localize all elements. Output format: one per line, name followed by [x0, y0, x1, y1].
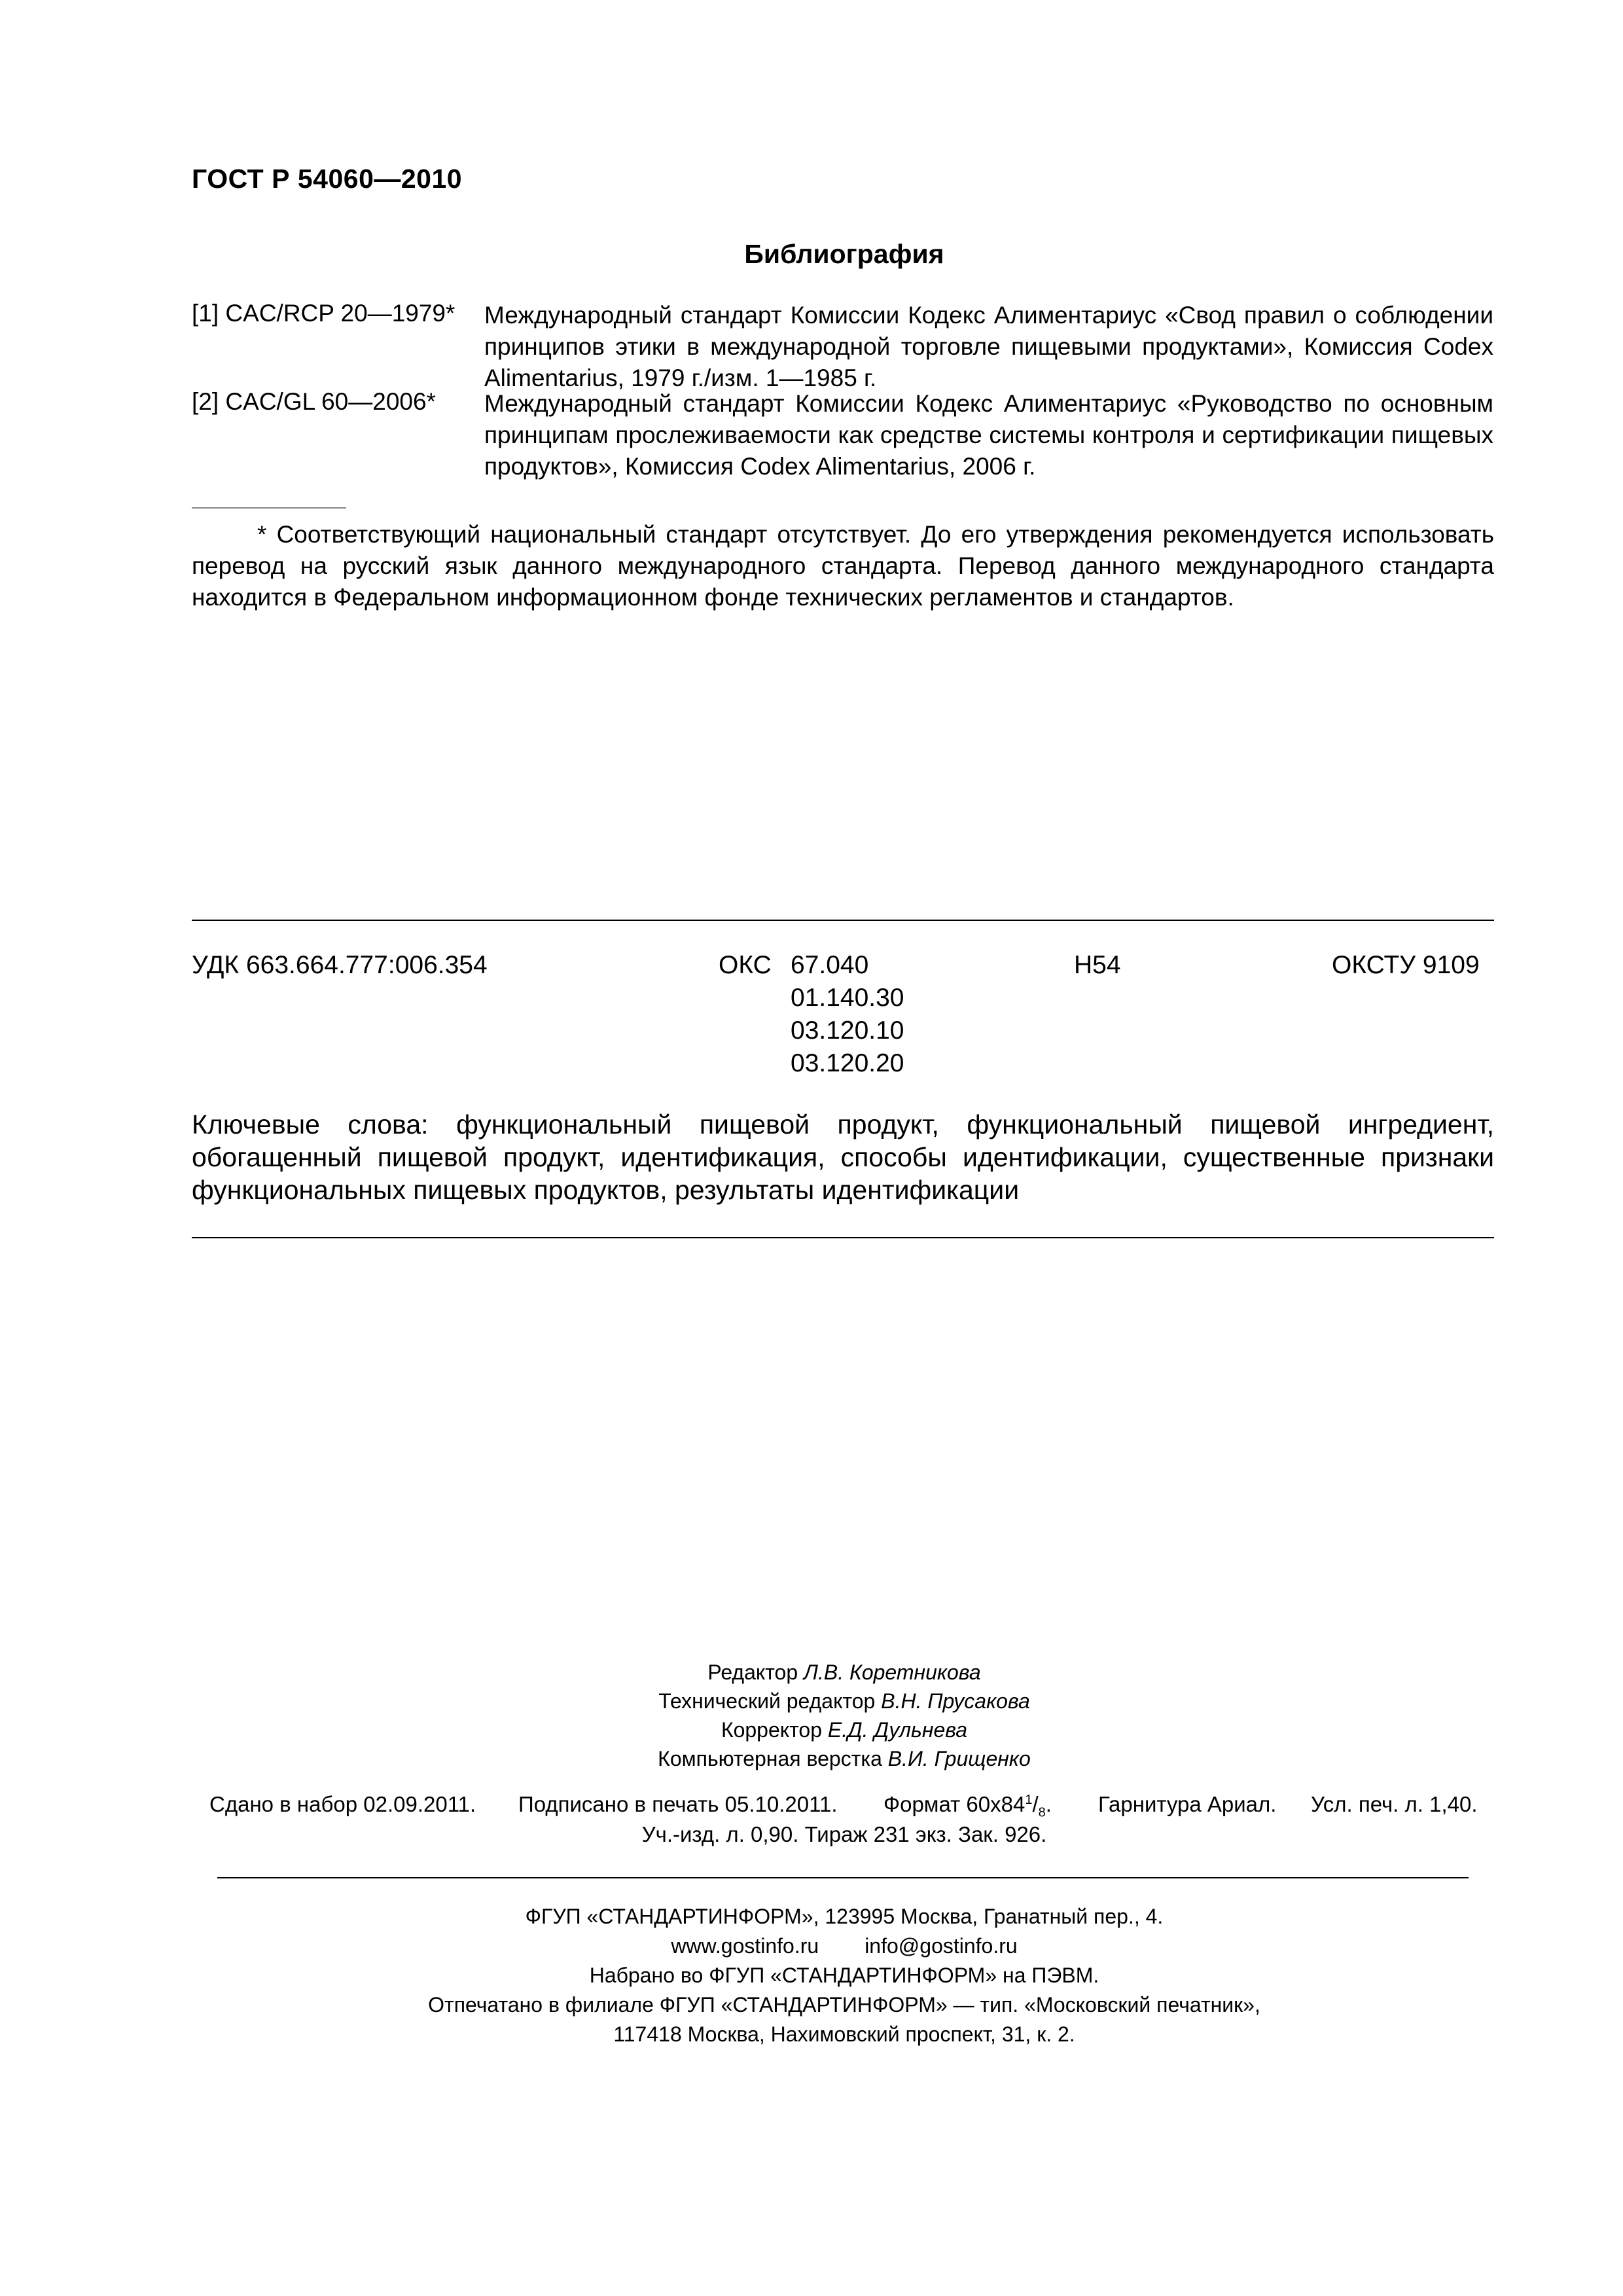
- staff-line: [0, 1658, 1623, 1687]
- publisher-address: ФГУП «СТАНДАРТИНФОРМ», 123995 Москва, Гранатный пер., 4.: [525, 1905, 1164, 1928]
- printed-note: Отпечатано в филиале ФГУП «СТАНДАРТИНФОРМ» — тип. «Московский печатник»,: [428, 1993, 1260, 2017]
- format-suffix: .: [1045, 1792, 1052, 1816]
- group-code: Н54: [1074, 951, 1121, 979]
- document-code: ГОСТ Р 54060—2010: [192, 164, 463, 194]
- oks-code: 03.120.10: [791, 1016, 904, 1045]
- reference-text-2: Международный стандарт Комиссии Кодекс Алиментариус «Руководство по основным принципам прослеживаемости как средстве системы контроля и сертификации пищевых продуктов», Комиссия Codex Alimentarius, 2006 г.: [484, 390, 1493, 480]
- staff-line: [0, 1744, 1623, 1773]
- publisher-rule: [217, 1877, 1469, 1878]
- typeface: Гарнитура Ариал.: [1098, 1792, 1277, 1816]
- printer-address: 117418 Москва, Нахимовский проспект, 31, к. 2.: [613, 2022, 1075, 2046]
- oks-label: ОКС: [719, 951, 772, 979]
- staff-line: [0, 1687, 1623, 1715]
- reference-number-1: [1] CAC/RCP 20—1979*: [192, 300, 455, 327]
- publisher-info: [0, 1902, 1623, 2049]
- keywords: Ключевые слова: функциональный пищевой продукт, функциональный пищевой ингредиент, обогащенный пищевой продукт, идентификация, способы идентификации, существенные признаки функциональных пищевых продуктов, результаты идентификации: [192, 1109, 1494, 1205]
- udk-code: УДК 663.664.777:006.354: [192, 951, 488, 979]
- publisher-contacts: [0, 1931, 1623, 1961]
- staff-role: Корректор: [721, 1718, 823, 1742]
- staff-name: Е.Д. Дульнева: [827, 1718, 968, 1742]
- classification-top-rule: [192, 920, 1494, 921]
- okstu-code: ОКСТУ 9109: [1332, 951, 1480, 979]
- format-prefix: Формат 60х84: [883, 1792, 1026, 1816]
- print-run-info: Уч.-изд. л. 0,90. Тираж 231 экз. Зак. 926.: [641, 1822, 1047, 1846]
- oks-codes: [791, 949, 904, 1080]
- publisher-email[interactable]: info@gostinfo.ru: [865, 1934, 1018, 1958]
- staff-role: Технический редактор: [658, 1689, 876, 1713]
- staff-name: Л.В. Коретникова: [804, 1660, 981, 1684]
- publisher-website[interactable]: www.gostinfo.ru: [671, 1934, 819, 1958]
- editorial-staff: [0, 1658, 1623, 1773]
- reference-number-2: [2] CAC/GL 60—2006*: [192, 388, 436, 415]
- signed-date: Подписано в печать 05.10.2011.: [518, 1792, 838, 1816]
- footnote-divider: [192, 507, 346, 509]
- format-numerator: 1: [1025, 1793, 1033, 1807]
- oks-code: 67.040: [791, 951, 869, 979]
- printed-sheets: Усл. печ. л. 1,40.: [1311, 1792, 1478, 1816]
- classification-bottom-rule: [192, 1237, 1494, 1238]
- reference-text-1: Международный стандарт Комиссии Кодекс Алиментариус «Свод правил о соблюдении принципов этики в международной торговле пищевыми продуктами», Комиссия Codex Alimentarius, 1979 г./изм. 1—1985 г.: [484, 302, 1493, 391]
- staff-name: В.И. Грищенко: [887, 1747, 1031, 1770]
- typeset-note: Набрано во ФГУП «СТАНДАРТИНФОРМ» на ПЭВМ.: [589, 1964, 1099, 1987]
- bibliography-title: Библиография: [744, 239, 944, 269]
- staff-role: Компьютерная верстка: [658, 1747, 882, 1770]
- submitted-date: Сдано в набор 02.09.2011.: [209, 1792, 476, 1816]
- staff-line: [0, 1715, 1623, 1744]
- oks-code: 01.140.30: [791, 984, 904, 1012]
- footnote: * Соответствующий национальный стандарт отсутствует. До его утверждения рекомендуется использовать перевод на русский язык данного международного стандарта. Перевод данного международного стандарта находится в Федеральном информационном фонде технических регламентов и стандартов.: [192, 521, 1494, 611]
- oks-code: 03.120.20: [791, 1049, 904, 1077]
- staff-role: Редактор: [707, 1660, 798, 1684]
- print-format: Формат $60х84^1/_8$.: [883, 1792, 1052, 1820]
- format-denominator: 8: [1038, 1805, 1046, 1820]
- staff-name: В.Н. Прусакова: [881, 1689, 1030, 1713]
